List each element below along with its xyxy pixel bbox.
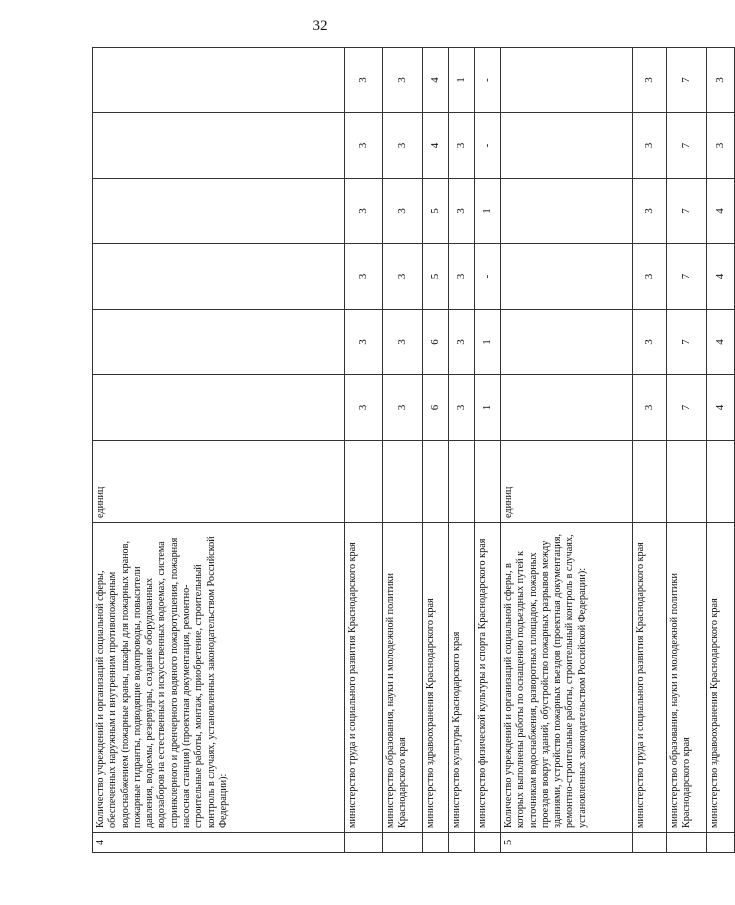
row-value: 3 bbox=[345, 310, 383, 375]
row-description: министерство культуры Краснодарского края bbox=[449, 523, 475, 833]
row-value: 5 bbox=[423, 179, 449, 244]
row-value: 3 bbox=[449, 244, 475, 310]
row-value: 7 bbox=[667, 244, 707, 310]
row-value bbox=[501, 179, 633, 244]
row-value: 6 bbox=[423, 310, 449, 375]
row-value: 3 bbox=[345, 48, 383, 113]
row-description: Количество учреждений и организаций социальной сферы, обеспеченных наружным и внутренним противопожарным водоснабжением (пожарные краны, шкафы для пожарных кранов, пожарные гидранты, подводящие водопроводы, повысители давления, водоемы, резервуары, создание оборудованных водозаборов на естественных и искусственных водоемах, система спринклерного и дренчерного водяного пожаротушения, пожарная насосная станция) (проектная документация, ремонтно-строительные работы, монтаж, приобретение, строительный контроль в случаях, установленных законодательством Российской Федерации): bbox=[93, 523, 345, 833]
row-value: 3 bbox=[633, 113, 667, 179]
indicators-table bbox=[92, 47, 735, 853]
table-row bbox=[93, 48, 345, 853]
row-value bbox=[501, 310, 633, 375]
row-value: 3 bbox=[345, 244, 383, 310]
table-row bbox=[449, 48, 475, 853]
row-value: 7 bbox=[667, 48, 707, 113]
row-value: 3 bbox=[383, 113, 423, 179]
row-value: 3 bbox=[449, 113, 475, 179]
row-unit bbox=[633, 441, 667, 523]
row-value: 7 bbox=[667, 179, 707, 244]
row-index bbox=[667, 833, 707, 853]
row-value bbox=[93, 375, 345, 441]
row-value bbox=[501, 113, 633, 179]
row-value: 3 bbox=[449, 375, 475, 441]
row-value: 3 bbox=[633, 48, 667, 113]
row-value: 3 bbox=[707, 48, 735, 113]
rotated-table-container bbox=[92, 48, 727, 853]
table-row bbox=[633, 48, 667, 853]
row-value: 1 bbox=[475, 179, 501, 244]
row-index bbox=[449, 833, 475, 853]
row-description: министерство труда и социального развития Краснодарского края bbox=[633, 523, 667, 833]
row-value: 3 bbox=[383, 244, 423, 310]
row-unit bbox=[449, 441, 475, 523]
row-value: 3 bbox=[383, 48, 423, 113]
row-value: 1 bbox=[475, 310, 501, 375]
row-index bbox=[633, 833, 667, 853]
row-description: министерство образования, науки и молодежной политики Краснодарского края bbox=[383, 523, 423, 833]
table-row bbox=[423, 48, 449, 853]
row-value: 7 bbox=[667, 375, 707, 441]
row-value: 3 bbox=[383, 375, 423, 441]
row-description: министерство здравоохранения Краснодарского края bbox=[707, 523, 735, 833]
row-value bbox=[93, 48, 345, 113]
row-index bbox=[383, 833, 423, 853]
table-row bbox=[667, 48, 707, 853]
table-row bbox=[383, 48, 423, 853]
row-value: 6 bbox=[423, 375, 449, 441]
row-value bbox=[501, 244, 633, 310]
row-unit bbox=[707, 441, 735, 523]
row-index bbox=[475, 833, 501, 853]
table-row bbox=[475, 48, 501, 853]
row-value bbox=[93, 310, 345, 375]
row-value: - bbox=[475, 113, 501, 179]
row-value bbox=[93, 179, 345, 244]
row-value bbox=[93, 244, 345, 310]
row-description: Количество учреждений и организаций социальной сферы, в которых выполнены работы по оснащению подъездных путей к источникам водоснабжения, разворотных площадок, пожарных проездов вокруг зданий, обустройство пожарных разрывов между зданиями, устройство пожарных въездов (проектная документация, ремонтно-строительные работы, строительный контроль в случаях, установленных законодательством Российской Федерации): bbox=[501, 523, 633, 833]
row-unit bbox=[345, 441, 383, 523]
row-value: 4 bbox=[707, 310, 735, 375]
row-value: 4 bbox=[423, 113, 449, 179]
row-value bbox=[501, 48, 633, 113]
table-row bbox=[707, 48, 735, 853]
row-value: 4 bbox=[707, 375, 735, 441]
row-value: - bbox=[475, 48, 501, 113]
row-value: 3 bbox=[707, 113, 735, 179]
row-unit: единиц bbox=[93, 441, 345, 523]
row-value: 4 bbox=[707, 244, 735, 310]
row-description: министерство труда и социального развития Краснодарского края bbox=[345, 523, 383, 833]
row-value: 5 bbox=[423, 244, 449, 310]
row-value: 3 bbox=[345, 375, 383, 441]
row-value: 3 bbox=[633, 179, 667, 244]
row-value: 4 bbox=[423, 48, 449, 113]
row-value bbox=[93, 113, 345, 179]
row-index: 4 bbox=[93, 833, 345, 853]
row-index: 5 bbox=[501, 833, 633, 853]
row-value: 4 bbox=[707, 179, 735, 244]
row-unit bbox=[667, 441, 707, 523]
row-value: 1 bbox=[475, 375, 501, 441]
row-value: 3 bbox=[345, 179, 383, 244]
row-index bbox=[345, 833, 383, 853]
row-value: 3 bbox=[633, 310, 667, 375]
table-row bbox=[501, 48, 633, 853]
row-value: 3 bbox=[633, 375, 667, 441]
row-unit bbox=[383, 441, 423, 523]
row-value: 3 bbox=[449, 179, 475, 244]
table-row bbox=[345, 48, 383, 853]
row-value: 3 bbox=[633, 244, 667, 310]
row-value: 3 bbox=[345, 113, 383, 179]
row-value bbox=[501, 375, 633, 441]
row-value: - bbox=[475, 244, 501, 310]
row-description: министерство образования, науки и молодежной политики Краснодарского края bbox=[667, 523, 707, 833]
page-number: 32 bbox=[312, 18, 328, 34]
row-description: министерство здравоохранения Краснодарского края bbox=[423, 523, 449, 833]
row-index bbox=[707, 833, 735, 853]
table-body bbox=[93, 48, 735, 853]
row-value: 7 bbox=[667, 310, 707, 375]
row-unit bbox=[475, 441, 501, 523]
row-value: 3 bbox=[449, 310, 475, 375]
row-value: 3 bbox=[383, 310, 423, 375]
row-unit bbox=[423, 441, 449, 523]
row-value: 1 bbox=[449, 48, 475, 113]
row-index bbox=[423, 833, 449, 853]
row-value: 3 bbox=[383, 179, 423, 244]
row-value: 7 bbox=[667, 113, 707, 179]
row-unit: единиц bbox=[501, 441, 633, 523]
row-description: министерство физической культуры и спорта Краснодарского края bbox=[475, 523, 501, 833]
